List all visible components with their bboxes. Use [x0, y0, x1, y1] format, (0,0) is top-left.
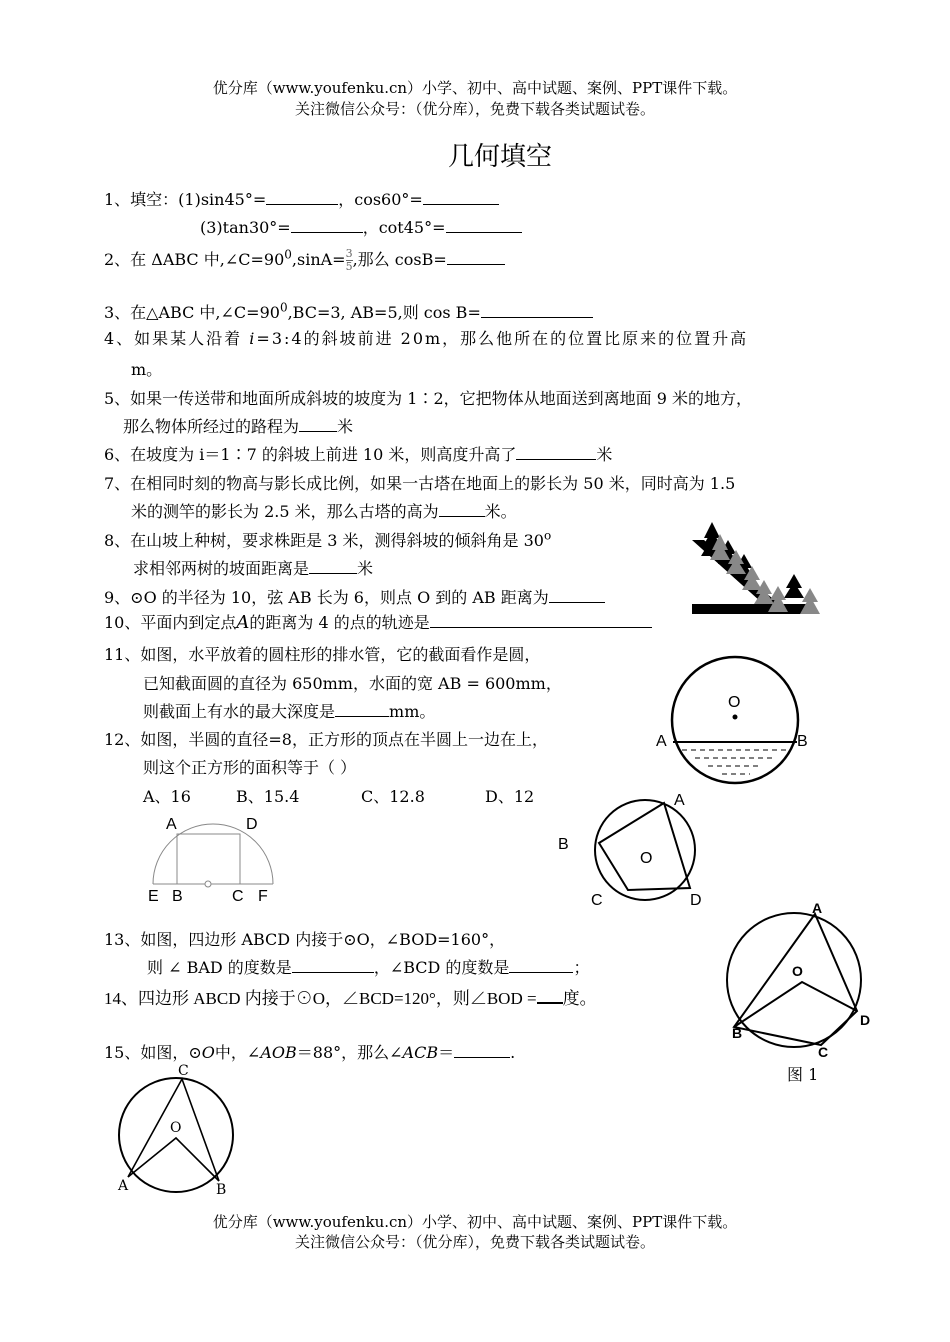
fig11-label-o: O	[728, 694, 741, 711]
q4-text-d: m。	[131, 360, 163, 379]
q12-option-a[interactable]: A、16	[143, 787, 191, 806]
q13-blank-1[interactable]	[292, 958, 374, 973]
fig13-label-b: B	[558, 836, 569, 853]
fig15-label-c: C	[178, 1063, 189, 1079]
q14-blank[interactable]	[537, 988, 563, 1004]
q10-text-a: 10、平面内到定点	[104, 613, 237, 632]
question-1-line-1	[104, 187, 499, 210]
question-8-line-2	[133, 556, 373, 579]
q2-text-c: ,那么 cosB=	[352, 250, 447, 269]
figure-1-caption: 图 1	[787, 1065, 819, 1084]
q12-option-b[interactable]: B、15.4	[236, 787, 300, 806]
q1-blank-4[interactable]	[446, 218, 522, 233]
q7-blank[interactable]	[439, 502, 485, 517]
q14-text-a: 14、四边形 ABCD 内接于⊙O，∠BCD=120°，则∠BOD =	[104, 989, 537, 1008]
q4-i: i	[249, 329, 257, 348]
q8-text-b: 求相邻两树的坡面距离是	[133, 559, 310, 578]
fig15-label-b: B	[216, 1182, 227, 1198]
question-6	[104, 442, 612, 465]
question-2	[104, 247, 505, 273]
question-4-line-1	[104, 326, 748, 349]
fig12-label-a: A	[166, 816, 177, 833]
q15-text-e: .	[510, 1043, 516, 1062]
q2-text-a: 2、在 ΔABC 中,∠C=90	[104, 250, 285, 269]
figure-1	[724, 910, 874, 1050]
fig11-label-b: B	[797, 733, 808, 750]
q15-circle-o: O	[201, 1043, 215, 1062]
fig14-label-b: B	[732, 1025, 743, 1041]
fig12-label-d: D	[246, 816, 258, 833]
q3-text-b: ,BC=3, AB=5,则 cos B=	[287, 303, 481, 322]
fig13-label-d: D	[690, 892, 702, 909]
fig12-label-f: F	[258, 888, 268, 905]
q8-text-c: 米	[357, 559, 374, 578]
q15-text-a: 15、如图，⊙	[104, 1043, 202, 1062]
q15-text-c: ＝88°，那么∠	[296, 1043, 403, 1062]
q8-text-a: 8、在山坡上种树，要求株距是 3 米，测得斜坡的倾斜角是 30	[104, 531, 544, 550]
fig12-label-c: C	[232, 888, 244, 905]
q12-option-d[interactable]: D、12	[485, 787, 535, 806]
pipe-center-dot	[733, 715, 738, 720]
q8-blank[interactable]	[309, 559, 357, 574]
fig15-label-a: A	[118, 1178, 129, 1194]
question-5-line-2	[123, 414, 353, 437]
q8-sup: o	[543, 528, 552, 543]
q5-text-b: 那么物体所经过的路程为	[123, 417, 300, 436]
q4-text-c: 的斜坡前进 20m，那么他所在的位置比原来的位置升高	[303, 329, 749, 348]
pipe-circle	[672, 657, 798, 783]
header-line-1: 优分库（www.youfenku.cn）小学、初中、高中试题、案例、PPT课件下载。	[212, 79, 738, 97]
q11-text-c: 则截面上有水的最大深度是	[143, 702, 336, 721]
question-4-line-2	[131, 357, 162, 380]
q2-blank[interactable]	[447, 250, 505, 265]
question-13-line-2	[147, 955, 589, 978]
slope-trees-drawing	[692, 522, 820, 614]
q2-fraction-num: 3	[345, 247, 353, 260]
q1-blank-2[interactable]	[423, 190, 499, 205]
fig13-label-o: O	[640, 850, 653, 867]
q10-text-b: 的距离为 4 的点的轨迹是	[249, 613, 430, 632]
q10-blank[interactable]	[430, 613, 652, 628]
fig14-quad	[734, 914, 857, 1045]
question-5-line-1: 5、如果一传送带和地面所成斜坡的坡度为 1∶2，它把物体从地面送到离地面 9 米的地方，	[104, 389, 752, 408]
q11-blank[interactable]	[335, 702, 389, 717]
q3-blank[interactable]	[481, 303, 593, 318]
fig14-radii	[734, 982, 857, 1027]
q5-blank[interactable]	[299, 417, 337, 432]
question-7-line-2	[131, 499, 517, 522]
q5-text-c: 米	[337, 417, 354, 436]
fig14-label-a: A	[812, 900, 823, 916]
question-1-line-2	[200, 215, 522, 238]
q3-sup: 0	[279, 300, 288, 315]
question-8-line-1	[104, 528, 551, 551]
fig14-label-c: C	[818, 1044, 829, 1060]
q1-text-b: ，cos60°=	[338, 190, 423, 209]
question-7-line-1: 7、在相同时刻的物高与影长成比例，如果一古塔在地面上的影长为 50 米，同时高为 1.5	[104, 474, 736, 493]
fig14-label-d: D	[860, 1012, 871, 1028]
q13-text-b: 则 ∠ BAD 的度数是	[147, 958, 292, 977]
q13-blank-2[interactable]	[509, 958, 573, 973]
q10-point-a: A	[236, 612, 250, 633]
q7-text-b: 米的测竿的影长为 2.5 米，那么古塔的高为	[131, 502, 439, 521]
q6-blank[interactable]	[516, 445, 596, 460]
question-12-line-1: 12、如图，半圆的直径=8，正方形的顶点在半圆上一边在上，	[104, 730, 548, 749]
q2-fraction	[346, 248, 353, 273]
q1-text-c: (3)tan30°=	[200, 218, 291, 237]
q12-option-c[interactable]: C、12.8	[361, 787, 425, 806]
fig13-quad	[599, 803, 690, 890]
q15-angle-aob: AOB	[260, 1043, 297, 1062]
fig12-label-e: E	[148, 888, 159, 905]
q1-text-d: ，cot45°=	[362, 218, 446, 237]
q13-text-c: ，∠BCD 的度数是	[373, 958, 510, 977]
question-10	[104, 610, 652, 633]
fig13-label-a: A	[674, 792, 685, 809]
q9-text-a: 9、⊙O 的半径为 10，弦 AB 长为 6，则点 O 到的 AB 距离为	[104, 588, 549, 607]
page-title: 几何填空	[447, 142, 552, 172]
header-line-2: 关注微信公众号：（优分库），免费下载各类试题试卷。	[294, 100, 655, 118]
q9-blank[interactable]	[549, 588, 605, 603]
question-11-line-1: 11、如图，水平放着的圆柱形的排水管，它的截面看作是圆，	[104, 645, 541, 664]
question-11-line-2: 已知截面圆的直径为 650mm，水面的宽 AB = 600mm，	[143, 674, 562, 693]
pipe-section-figure	[650, 660, 830, 790]
q1-blank-3[interactable]	[291, 218, 363, 233]
q1-blank-1[interactable]	[266, 190, 338, 205]
q2-text-b: ,sinA=	[291, 250, 346, 269]
q14-text-b: 度。	[562, 989, 597, 1008]
question-15	[104, 1040, 515, 1063]
q13-text-d: ；	[573, 958, 590, 977]
q7-text-c: 米。	[484, 502, 517, 521]
fig13-label-c: C	[591, 892, 603, 909]
footer-line-1: 优分库（www.youfenku.cn）小学、初中、高中试题、案例、PPT课件下载。	[212, 1213, 738, 1231]
fig14-label-o: O	[792, 963, 803, 979]
question-9	[104, 585, 605, 608]
question-3	[104, 300, 593, 323]
question-13-line-1: 13、如图，四边形 ABCD 内接于⊙O，∠BOD=160°，	[104, 930, 506, 949]
q15-text-d: ＝	[438, 1043, 455, 1062]
footer-line-2: 关注微信公众号：（优分库），免费下载各类试题试卷。	[294, 1233, 655, 1251]
question-14	[104, 984, 597, 1009]
q4-text-a: 4、如果某人沿着	[104, 329, 243, 348]
question-11-line-3	[143, 699, 435, 722]
fig12-label-b: B	[172, 888, 183, 905]
q3-text-a: 3、在△ABC 中,∠C=90	[104, 303, 280, 322]
slope-trees-figure	[690, 518, 825, 623]
q6-text-b: 米	[596, 445, 613, 464]
q4-text-b: =3:4	[256, 329, 304, 348]
q2-fraction-den: 5	[345, 260, 353, 273]
q15-angle-acb: ACB	[402, 1043, 439, 1062]
question-12-line-2: 则这个正方形的面积等于（ ）	[143, 758, 357, 777]
q2-sup: 0	[284, 247, 292, 262]
q15-text-b: 中，∠	[214, 1043, 261, 1062]
fig15-label-o: O	[170, 1120, 182, 1136]
q1-text-a: 1、填空：(1)sin45°=	[104, 190, 267, 209]
q11-text-d: mm。	[389, 702, 436, 721]
q6-text-a: 6、在坡度为 i＝1∶7 的斜坡上前进 10 米，则高度升高了	[104, 445, 517, 464]
fig11-label-a: A	[656, 733, 667, 750]
q15-blank[interactable]	[454, 1043, 510, 1058]
